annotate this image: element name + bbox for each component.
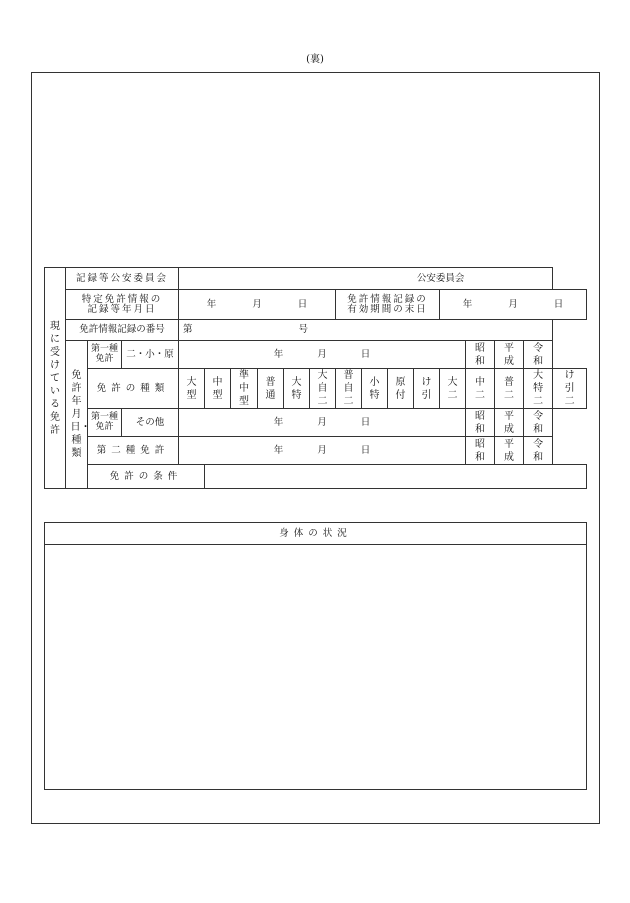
license-type-cell[interactable]: 中型 [205,369,231,409]
current-license-table [44,267,587,489]
validity-end-field[interactable]: 年 月 日 [440,290,587,320]
license-conditions-field[interactable] [205,465,587,489]
era-reiwa[interactable]: 令和 [524,437,553,465]
era-heisei[interactable]: 平成 [495,341,524,369]
license-type-cell[interactable]: け引二 [553,369,587,409]
specific-record-date-label: 特定免許情報の 記録等年月日 [66,290,179,320]
license-date-type-title: 免許年月日・種類 [66,341,88,489]
license-type-cell[interactable]: 普二 [495,369,524,409]
second-class-date[interactable]: 年 月 日 [179,437,466,465]
first-class-other-date[interactable]: 年 月 日 [179,409,466,437]
license-type-cell[interactable]: 原付 [388,369,414,409]
physical-condition-field[interactable] [45,545,587,790]
era-heisei[interactable]: 平成 [495,409,524,437]
license-type-cell[interactable]: 普自二 [336,369,362,409]
first-class-small-date[interactable]: 年 月 日 [179,341,466,369]
era-reiwa[interactable]: 令和 [524,341,553,369]
license-types-label: 免許の種類 [88,369,179,409]
second-class-label: 第二種免許 [88,437,179,465]
license-type-cell[interactable]: け引 [414,369,440,409]
record-commission-label: 記録等公安委員会 [66,268,179,290]
license-type-cell[interactable]: 大特二 [524,369,553,409]
era-showa[interactable]: 昭和 [466,409,495,437]
license-type-cell[interactable]: 大特 [284,369,310,409]
first-class-label: 第一種免許 [88,341,122,369]
license-type-cell[interactable]: 大型 [179,369,205,409]
license-type-cell[interactable]: 大二 [440,369,466,409]
first-class-label: 第一種免許 [88,409,122,437]
validity-end-label: 免許情報記録の 有効期間の末日 [336,290,440,320]
record-commission-field[interactable] [179,268,553,290]
specific-record-date-field[interactable]: 年 月 日 [179,290,336,320]
first-class-other-sublabel: その他 [122,409,179,437]
era-heisei[interactable]: 平成 [495,437,524,465]
license-conditions-label: 免許の条件 [88,465,205,489]
record-number-field[interactable]: 第 号 [179,320,553,341]
record-number-label: 免許情報記録の番号 [66,320,179,341]
license-type-cell[interactable]: 小特 [362,369,388,409]
first-class-small-sublabel: 二・小・原 [122,341,179,369]
record-commission-value: 公安委員会 [416,272,465,284]
license-type-cell[interactable]: 準中型 [231,369,258,409]
license-type-cell[interactable]: 普通 [258,369,284,409]
era-reiwa[interactable]: 令和 [524,409,553,437]
physical-condition-title: 身体の状況 [45,523,587,545]
current-license-side-title: 現に受けている免許 [45,268,66,489]
page-side-label: (裏) [306,54,324,65]
era-showa[interactable]: 昭和 [466,341,495,369]
license-type-cell[interactable]: 中二 [466,369,495,409]
physical-condition-table [44,522,587,790]
license-type-cell[interactable]: 大自二 [310,369,336,409]
era-showa[interactable]: 昭和 [466,437,495,465]
